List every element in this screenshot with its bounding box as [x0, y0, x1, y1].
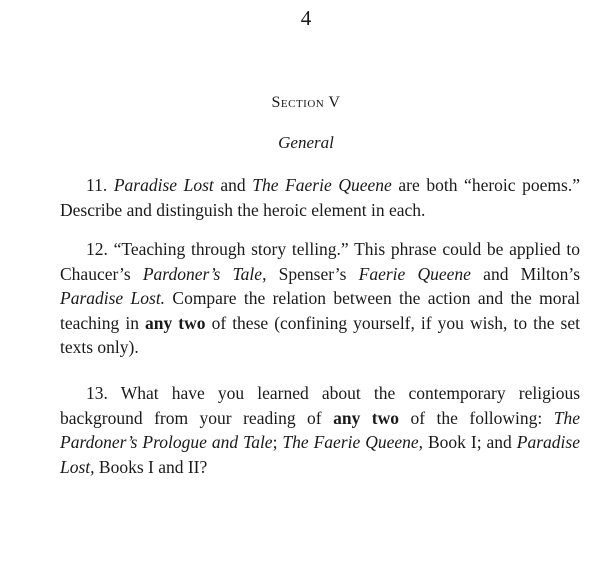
question-number: 11. [86, 175, 114, 195]
emphasis-text: any two [333, 407, 400, 428]
question-text: ; [272, 432, 283, 452]
question-text: and Milton’s [470, 263, 580, 284]
question-text: and [213, 175, 253, 195]
title-reference: Pardoner’s Tale [142, 263, 263, 284]
question-number: 12. [86, 239, 114, 259]
emphasis-text: any two [145, 312, 206, 333]
section-title: Section V [271, 94, 341, 111]
title-reference: The Faerie Queene [252, 175, 392, 195]
title-reference: Paradise Lost. [60, 288, 166, 308]
question-text: , Spenser’s [262, 263, 359, 284]
question-13 [60, 381, 580, 479]
question-text: What have you learned about the contemporary religious background from your reading of [60, 383, 581, 428]
title-reference: Paradise Lost, [60, 432, 580, 477]
question-11 [60, 173, 580, 222]
title-reference: Paradise Lost [113, 175, 214, 195]
title-reference: The Pardoner’s Prologue and Tale [60, 407, 580, 452]
question-text: Compare the relation between the action and the moral teaching in [60, 288, 580, 333]
question-12 [60, 237, 580, 360]
question-text: of these (confining yourself, if you wish, to the set texts only). [60, 312, 581, 357]
page-number: 4 [300, 6, 312, 30]
title-reference: The Faerie Queene, [282, 432, 424, 452]
question-text: of the following: [399, 407, 554, 428]
title-reference: Faerie Queene [358, 263, 471, 284]
section-subtitle: General [278, 133, 334, 152]
question-text: Book I; and [423, 432, 517, 452]
question-text: Books I and II? [94, 456, 208, 477]
question-text: “Teaching through story telling.” This phrase could be applied to Chaucer’s [60, 239, 580, 284]
question-text: are both “heroic poems.” Describe and distinguish the heroic element in each. [60, 175, 580, 220]
question-number: 13. [86, 383, 121, 403]
